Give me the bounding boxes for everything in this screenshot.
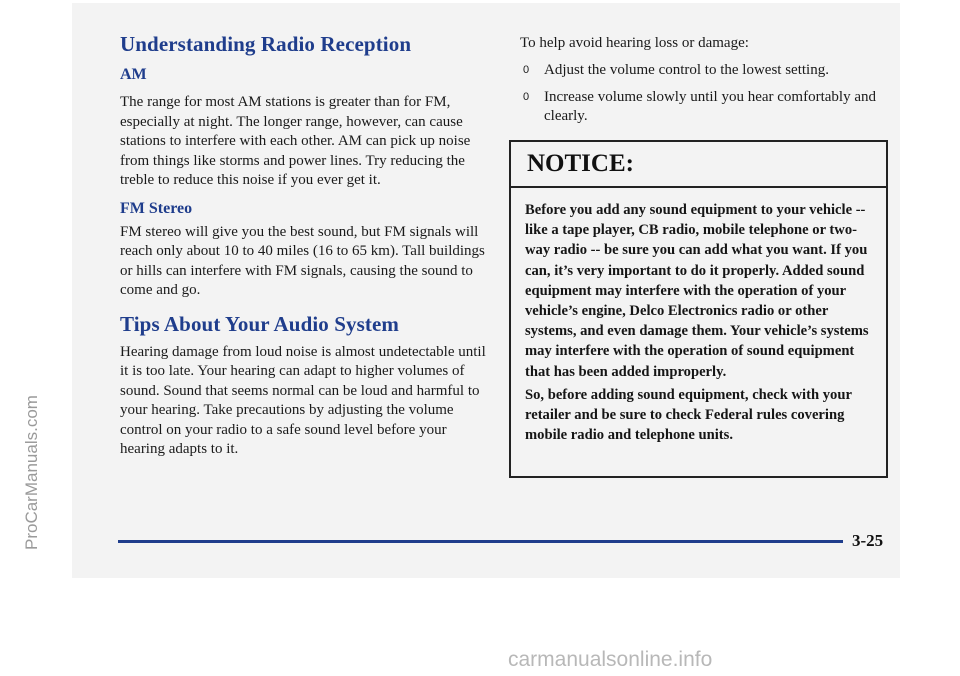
am-paragraph: The range for most AM stations is greater than for FM, especially at night. The longer range, however, can cause stations to interfere with each other. AM can pick up noise from things like storms and power lines. Try reducing the treble to reduce this noise if you ever get it. [120, 94, 471, 188]
bullet-icon: 0 [523, 64, 530, 76]
list-item-text: Increase volume slowly until you hear comfortably and clearly. [544, 89, 876, 124]
footer-rule [118, 540, 843, 543]
notice-paragraph: So, before adding sound equipment, check with your retailer and be sure to check Federal rules covering mobile radio and telephone units. [525, 386, 852, 444]
page-number: 3-25 [852, 531, 884, 550]
fm-paragraph: FM stereo will give you the best sound, but FM signals will reach only about 10 to 40 miles (16 to 65 km). Tall buildings or hills can interfere with FM signals, causing the sound to come and go. [120, 223, 485, 298]
side-watermark-text: ProCarManuals.com [22, 395, 41, 550]
hearing-tips-list [520, 61, 900, 126]
notice-paragraph: Before you add any sound equipment to your vehicle -- like a tape player, CB radio, mobile telephone or two-way radio -- be sure you can add what you want. If you can, it’s very important to do it properly. Added sound equipment may interfere with the operation of your vehicle’s engine, Delco Electronics radio or other systems, and even damage them. Your vehicle’s systems may interfere with the operation of sound equipment that has been added improperly. [525, 202, 869, 380]
left-column [120, 32, 492, 460]
list-item [520, 61, 900, 80]
list-item [520, 88, 900, 126]
bullet-icon: 0 [523, 91, 530, 103]
section-title-audio-tips: Tips About Your Audio System [120, 311, 400, 336]
side-watermark [6, 140, 41, 560]
right-column [520, 34, 900, 126]
am-heading: AM [120, 66, 147, 83]
fm-stereo-heading: FM Stereo [120, 199, 193, 217]
hearing-intro: To help avoid hearing loss or damage: [520, 35, 749, 51]
footer-watermark: carmanualsonline.info [508, 648, 713, 671]
tips-paragraph: Hearing damage from loud noise is almost undetectable until it is too late. Your hearing can adapt to higher volumes of sound. Sound that seems normal can be loud and harmful to your hearing. Take precautions by adjusting the volume control on your radio to a safe sound level before your hearing adapts to it. [120, 343, 486, 457]
notice-body [511, 188, 886, 445]
section-title-radio-reception: Understanding Radio Reception [120, 32, 412, 56]
list-item-text: Adjust the volume control to the lowest setting. [544, 62, 829, 78]
notice-box [509, 140, 888, 478]
notice-heading: NOTICE: [511, 142, 886, 188]
